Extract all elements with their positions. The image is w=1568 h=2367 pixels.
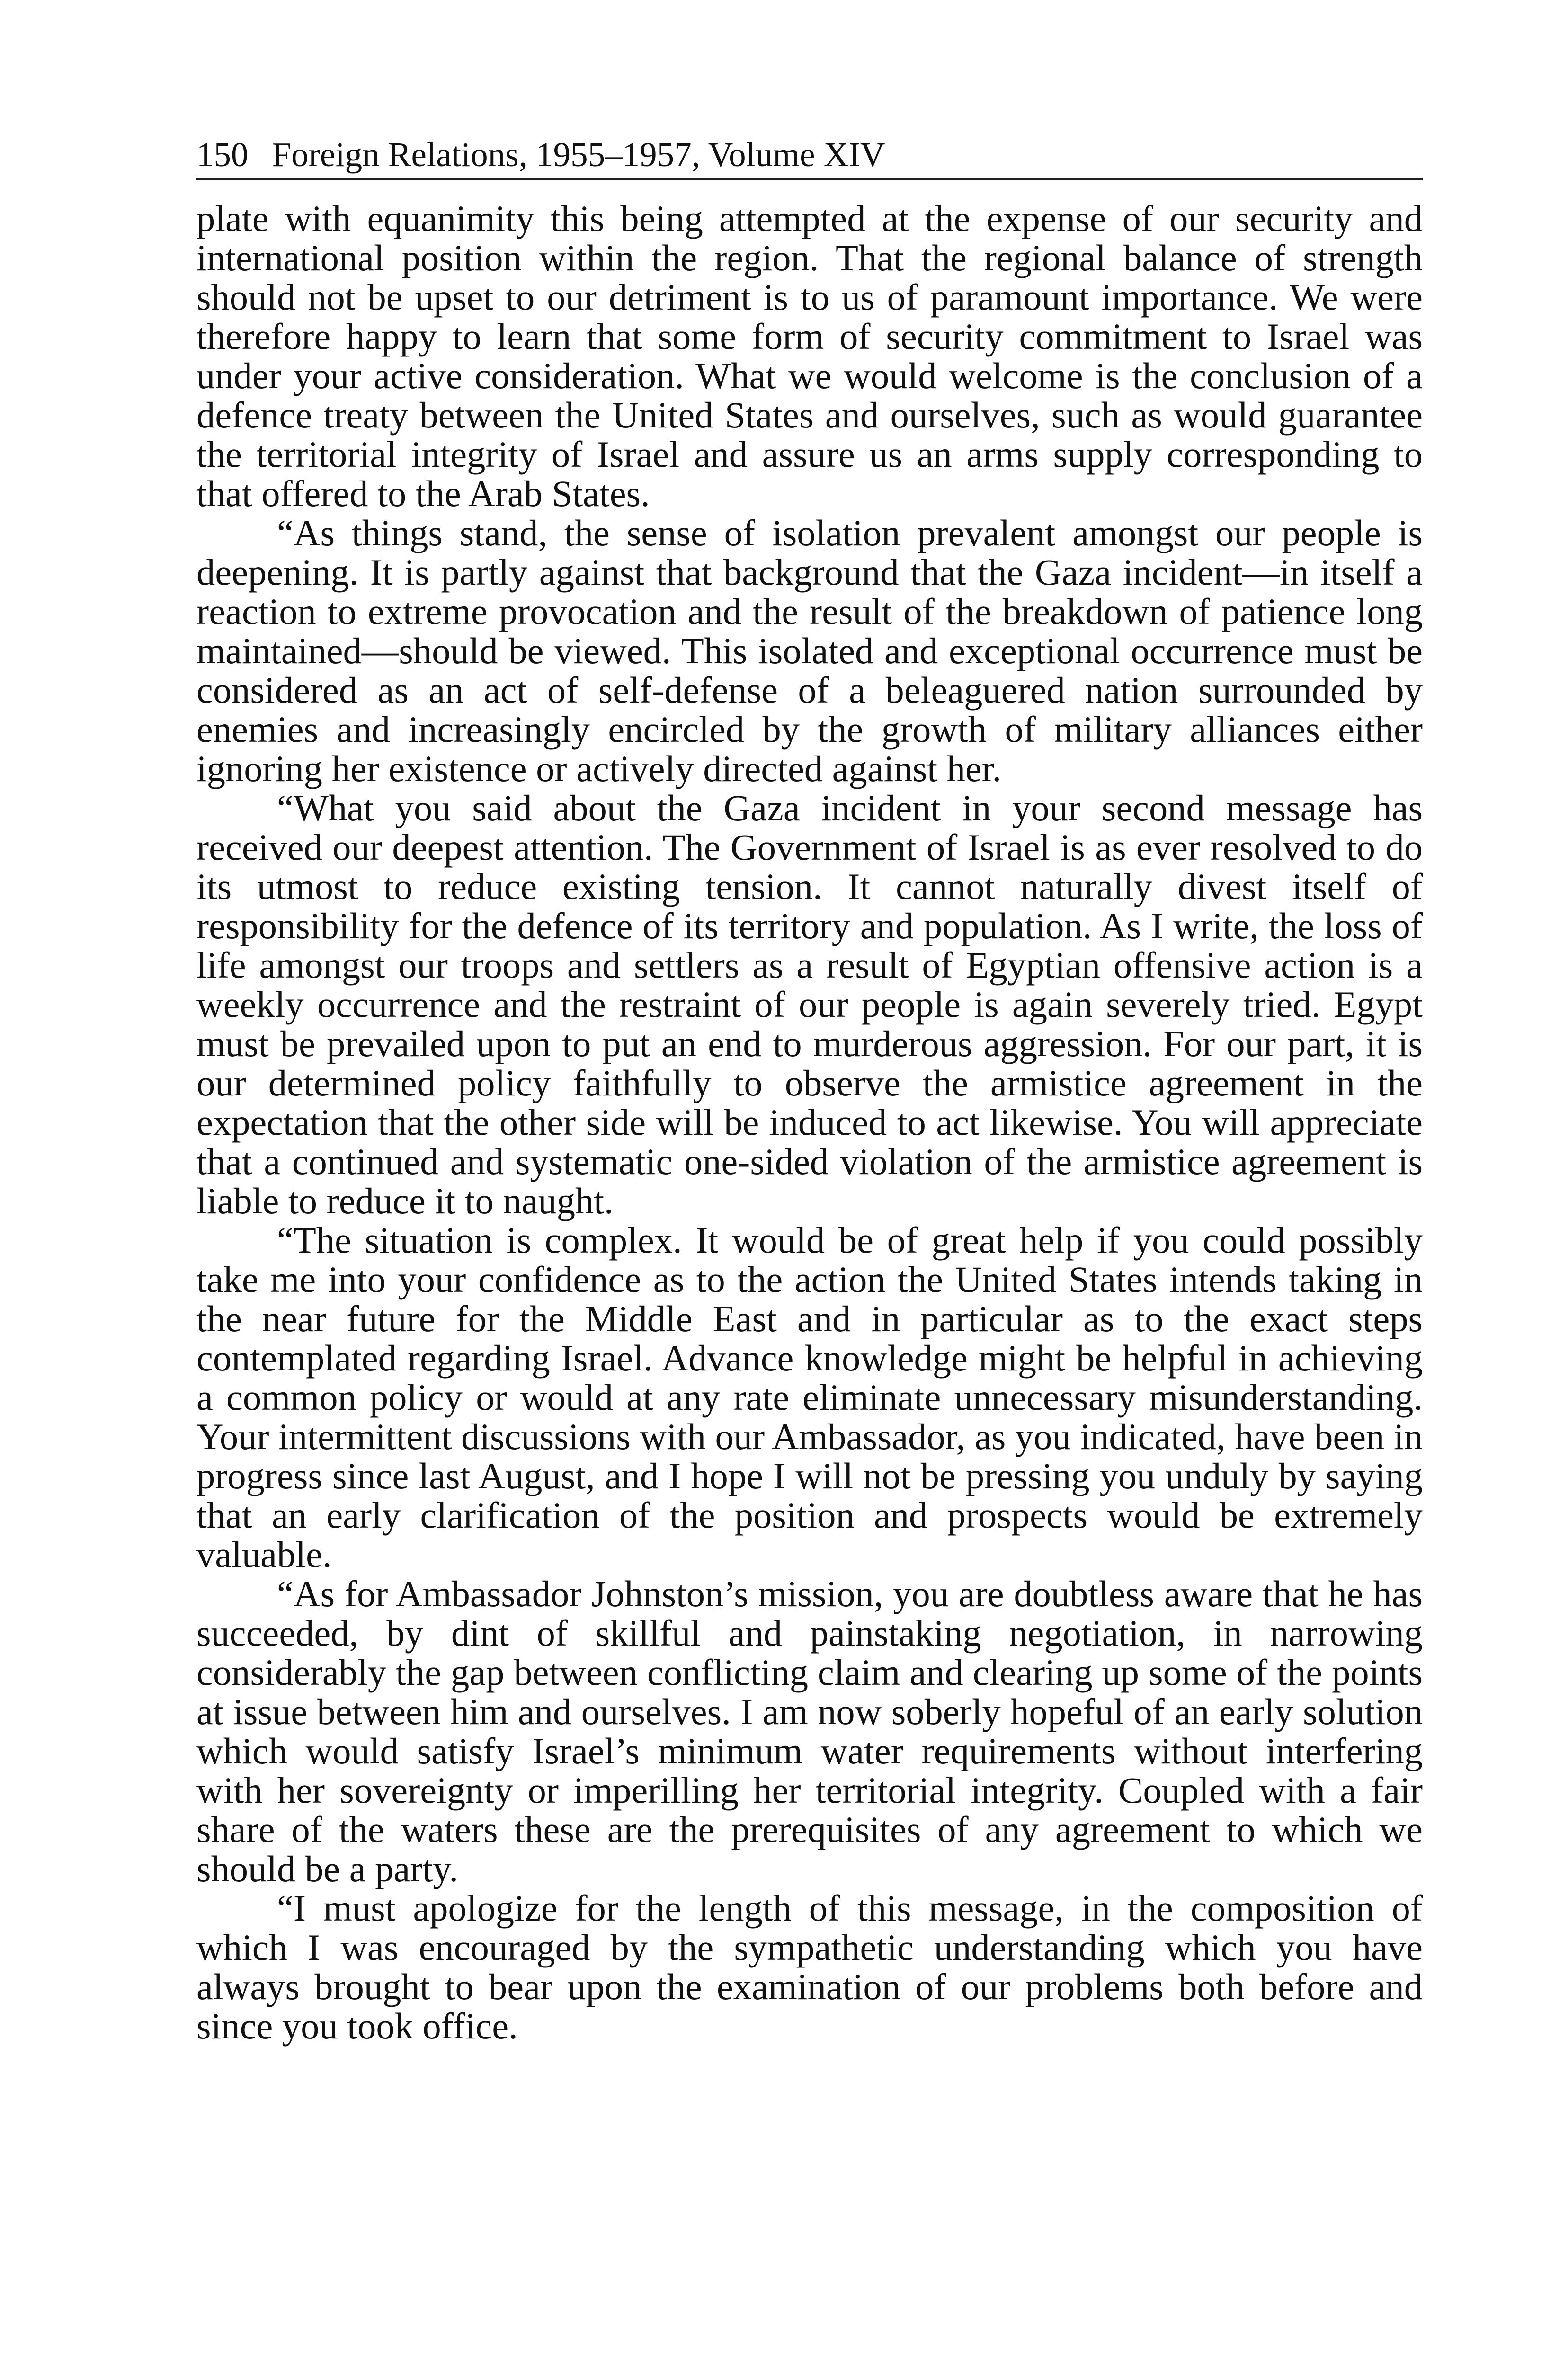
document-page (196, 137, 1423, 2046)
paragraph-johnston-mission: “As for Ambassador Johnston’s mission, you are doubtless aware that he has succeeded, by dint of skillful and painstaking negotiation, in narrowing considerably the gap between conflicting claim and clearing up some of the points at issue between him and ourselves. I am now soberly hopeful of an early solution which would satisfy Israel’s minimum water requirements without interfering with her sovereignty or imperilling her territorial integrity. Coupled with a fair share of the waters these are the prerequisites of any agreement to which we should be a party. (196, 1573, 1423, 1889)
page-number: 150 (196, 135, 249, 174)
paragraph-isolation: “As things stand, the sense of isolation prevalent amongst our people is deepening. It is partly against that background that the Gaza incident—in itself a reaction to extreme provocation and the result of the breakdown of patience long maintained—should be viewed. This isolated and exceptional occurrence must be considered as an act of self-defense of a beleaguered nation surrounded by enemies and increasingly encircled by the growth of military alliances either ignoring her existence or actively directed against her. (196, 512, 1423, 789)
running-header (196, 137, 1423, 180)
paragraph-continuation: plate with equanimity this being attempted at the expense of our security and international position within the region. That the regional balance of strength should not be upset to our detriment is to us of paramount importance. We were therefore happy to learn that some form of security commitment to Israel was under your active consideration. What we would welcome is the conclusion of a defence treaty between the United States and ourselves, such as would guarantee the territorial integrity of Israel and assure us an arms supply corresponding to that offered to the Arab States. (196, 198, 1423, 514)
paragraph-gaza-incident: “What you said about the Gaza incident in your second message has received our deepest attention. The Government of Israel is as ever resolved to do its utmost to reduce existing tension. It cannot naturally divest itself of responsibility for the defence of its territory and population. As I write, the loss of life amongst our troops and settlers as a result of Egyptian offensive action is a weekly occurrence and the restraint of our people is again severely tried. Egypt must be prevailed upon to put an end to murderous aggression. For our part, it is our determined policy faithfully to observe the armistice agreement in the expectation that the other side will be induced to act likewise. You will appreciate that a continued and systematic one-sided violation of the armistice agreement is liable to reduce it to naught. (196, 787, 1423, 1221)
running-title: Foreign Relations, 1955–1957, Volume XIV (272, 135, 885, 174)
paragraph-apology: “I must apologize for the length of this message, in the composition of which I was encouraged by the sympathetic understanding which you have always brought to bear upon the examination of our problems both before and since you took office. (196, 1887, 1423, 2047)
paragraph-situation: “The situation is complex. It would be of great help if you could possibly take me into your confidence as to the action the United States intends taking in the near future for the Middle East and in particular as to the exact steps contemplated regarding Israel. Advance knowledge might be helpful in achieving a common policy or would at any rate eliminate unnecessary misunderstanding. Your intermittent discussions with our Ambassador, as you indicated, have been in progress since last August, and I hope I will not be pressing you unduly by saying that an early clarification of the position and prospects would be extremely valuable. (196, 1219, 1423, 1575)
body-text (196, 199, 1423, 2046)
